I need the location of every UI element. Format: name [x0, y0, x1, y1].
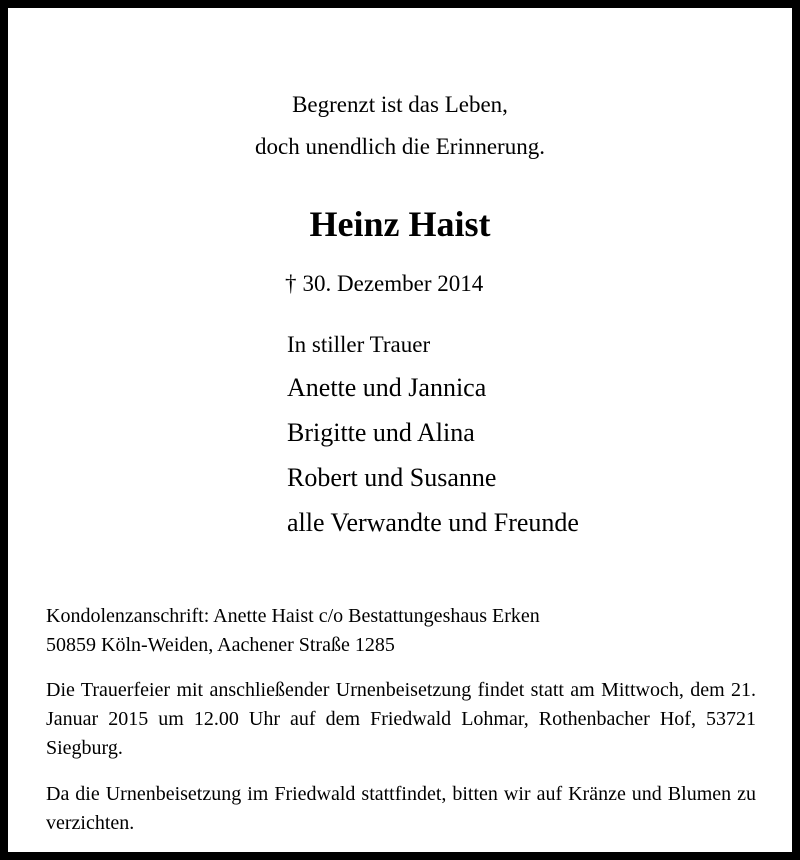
quote-line-1: Begrenzt ist das Leben, — [292, 92, 508, 117]
mourner-line: Robert und Susanne — [287, 463, 497, 492]
mourner-line: Brigitte und Alina — [287, 418, 475, 447]
condolence-address — [46, 602, 756, 660]
death-date-line — [285, 268, 483, 300]
flowers-request: Da die Urnenbeisetzung im Friedwald stattfindet, bitten wir auf Kränze und Blumen zu verzichten. — [46, 783, 756, 834]
mourners-intro: In stiller Trauer — [287, 332, 431, 357]
mourner-line: Anette und Jannica — [287, 373, 487, 402]
mourner-line: alle Verwandte und Freunde — [287, 508, 579, 537]
ceremony-info: Die Trauerfeier mit anschließender Urnenbeisetzung findet statt am Mittwoch, dem 21. Januar 2015 um 12.00 Uhr auf dem Friedwald Lohmar, Rothenbacher Hof, 53721 Siegburg. — [46, 679, 756, 759]
quote-line-2: doch unendlich die Erinnerung. — [255, 134, 545, 159]
condolence-line-1: Kondolenzanschrift: Anette Haist c/o Bestattungeshaus Erken — [46, 605, 540, 627]
deceased-name: Heinz Haist — [309, 204, 491, 244]
mourners-block — [287, 328, 579, 550]
death-date: 30. Dezember 2014 — [302, 271, 484, 296]
cross-icon: † — [285, 271, 297, 296]
condolence-line-2: 50859 Köln-Weiden, Aachener Straße 1285 — [46, 634, 395, 656]
